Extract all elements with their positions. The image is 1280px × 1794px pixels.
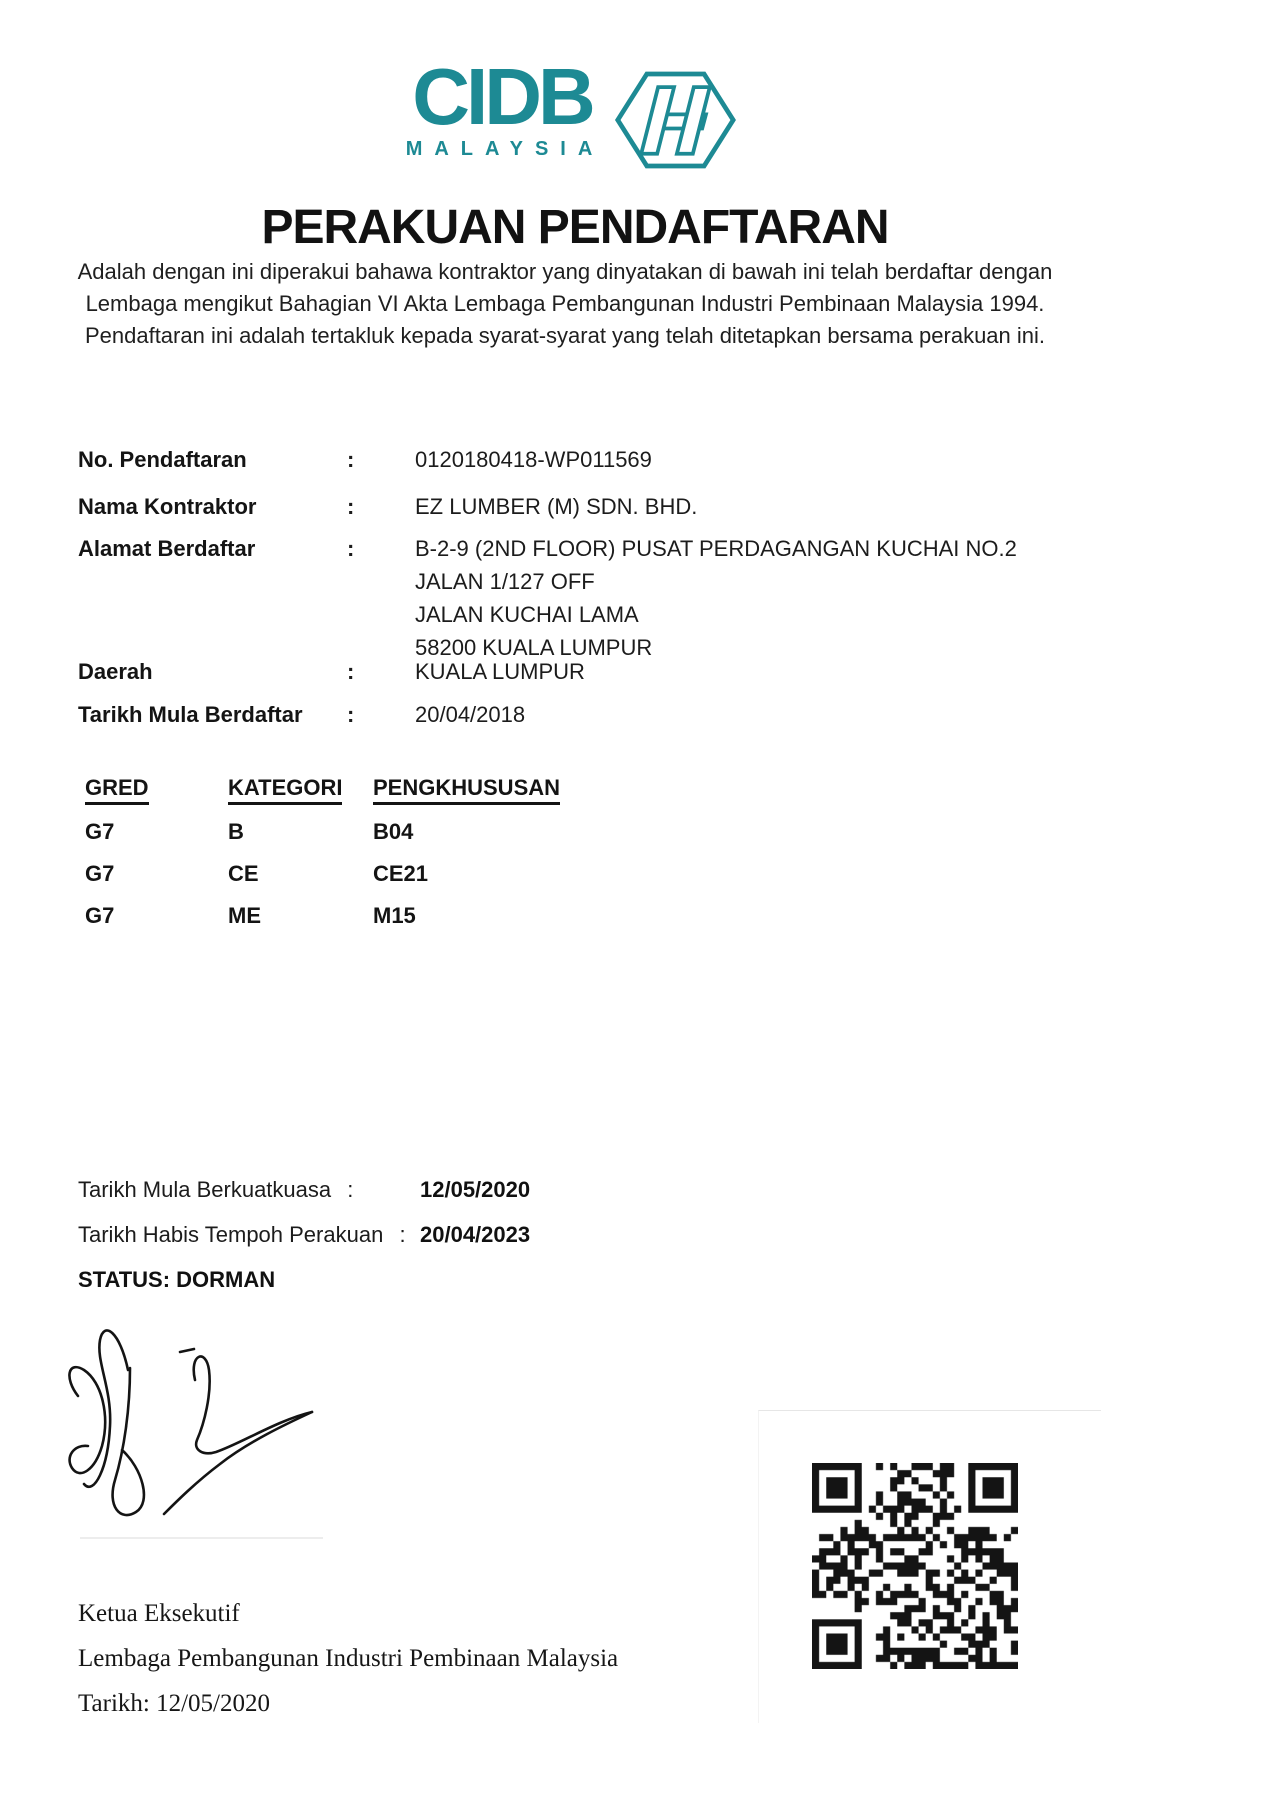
field-contractor-name (78, 490, 1075, 523)
field-label: No. Pendaftaran (78, 447, 247, 472)
header-pengkhususan: PENGKHUSUSAN (373, 775, 673, 805)
signatory-organization: Lembaga Pembangunan Industri Pembinaan Malaysia (78, 1645, 619, 1672)
field-label: Daerah (78, 659, 153, 684)
qr-code (812, 1463, 1018, 1669)
signatory-title: Ketua Eksekutif (78, 1600, 240, 1627)
field-value: EZ LUMBER (M) SDN. BHD. (415, 494, 698, 519)
cidb-logo-text (400, 52, 605, 161)
cidb-country-text: MALAYSIA (405, 138, 605, 160)
grade-table-header-row (85, 775, 673, 805)
cell-pengkhususan: M15 (373, 903, 416, 928)
table-row (85, 861, 673, 887)
cidb-brand-text: CIDB (412, 52, 592, 141)
cell-pengkhususan: B04 (373, 819, 414, 844)
expiry-date-value: 20/04/2023 (420, 1222, 531, 1247)
effective-date-colon: : (347, 1177, 354, 1202)
field-label: Tarikh Mula Berdaftar (78, 702, 303, 727)
address-line-1: B-2-9 (2ND FLOOR) PUSAT PERDAGANGAN KUCHAI NO.2 JALAN 1/127 OFF (415, 536, 1017, 594)
intro-line-3: Pendaftaran ini adalah tertakluk kepada syarat-syarat yang telah ditetapkan bersama perakuan ini. (84, 323, 1046, 348)
intro-paragraph (0, 256, 1130, 352)
page-title: PERAKUAN PENDAFTARAN (261, 201, 889, 254)
field-label: Alamat Berdaftar (78, 536, 256, 561)
field-colon: : (347, 536, 355, 561)
expiry-date-row (78, 1221, 531, 1249)
intro-line-2: Lembaga mengikut Bahagian VI Akta Lembaga Pembangunan Industri Pembinaan Malaysia 1994. (85, 291, 1045, 316)
field-value: KUALA LUMPUR (415, 659, 585, 684)
field-value: 0120180418-WP011569 (415, 447, 652, 472)
cell-gred: G7 (85, 861, 115, 886)
cidb-logo (0, 52, 1136, 176)
field-colon: : (347, 494, 355, 519)
cell-kategori: ME (228, 903, 261, 928)
field-registration-number (78, 443, 1075, 476)
expiry-date-colon: : (399, 1222, 406, 1247)
address-line-2: JALAN KUCHAI LAMA (415, 602, 639, 627)
effective-date-row (78, 1176, 531, 1204)
status-line: STATUS: DORMAN (78, 1267, 276, 1292)
field-district (78, 655, 1075, 688)
field-colon: : (347, 702, 355, 727)
field-value (415, 532, 1075, 664)
signature-baseline (80, 1537, 323, 1539)
expiry-date-label: Tarikh Habis Tempoh Perakuan (78, 1222, 384, 1247)
table-row (85, 819, 673, 845)
table-row (85, 903, 673, 929)
effective-date-value: 12/05/2020 (420, 1177, 531, 1202)
address-line-3: 58200 KUALA LUMPUR (415, 635, 653, 660)
signature-scribble (60, 1318, 328, 1540)
cidb-hexagon-icon (614, 64, 736, 176)
field-label: Nama Kontraktor (78, 494, 257, 519)
cell-pengkhususan: CE21 (373, 861, 429, 886)
cell-gred: G7 (85, 903, 115, 928)
effective-date-label: Tarikh Mula Berkuatkuasa (78, 1177, 332, 1202)
cell-gred: G7 (85, 819, 115, 844)
header-kategori: KATEGORI (228, 775, 373, 805)
signatory-date: Tarikh: 12/05/2020 (78, 1690, 270, 1717)
field-registered-address (78, 532, 1075, 664)
header-gred: GRED (85, 775, 228, 805)
cell-kategori: CE (228, 861, 259, 886)
field-colon: : (347, 659, 355, 684)
field-value: 20/04/2018 (415, 702, 526, 727)
intro-line-1: Adalah dengan ini diperakui bahawa kontraktor yang dinyatakan di bawah ini telah berdaftar dengan (77, 259, 1053, 284)
cell-kategori: B (228, 819, 244, 844)
field-colon: : (347, 447, 355, 472)
field-registration-start-date (78, 698, 1075, 731)
